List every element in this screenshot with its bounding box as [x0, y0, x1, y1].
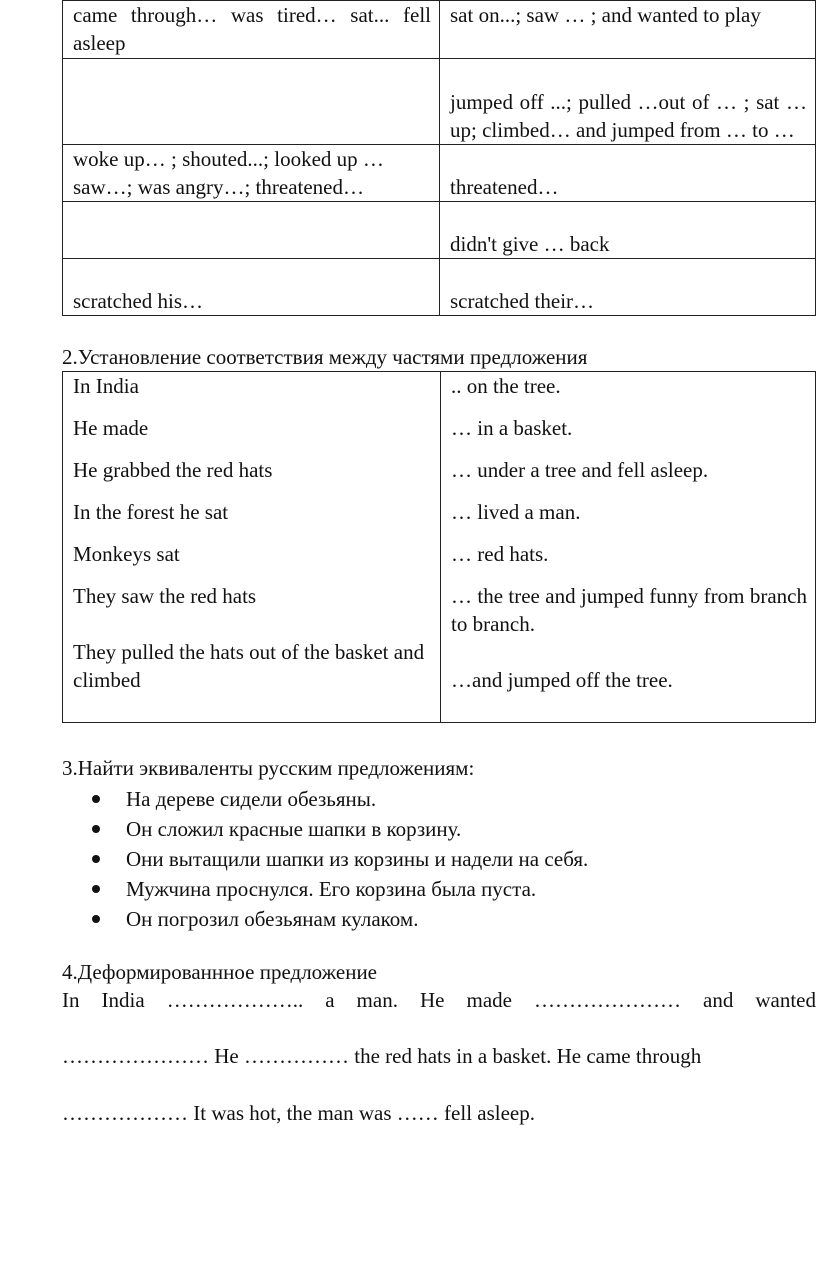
sentence-end: … lived a man.	[451, 500, 581, 524]
sentence-end: … in a basket.	[451, 416, 573, 440]
table-cell: came through… was tired… sat... fell asleep	[63, 1, 440, 59]
word: He	[419, 988, 445, 1012]
sentence-start: Monkeys sat	[73, 542, 180, 566]
table-sentence-matching	[62, 371, 816, 723]
word: a	[325, 988, 335, 1012]
gap-fill-line-3: ……………… It was hot, the man was …… fell asleep.	[62, 1101, 535, 1125]
table-cell: didn't give … back	[440, 202, 816, 259]
bullet-icon	[92, 795, 100, 803]
bullet-list	[62, 785, 802, 935]
word: wanted	[755, 988, 816, 1012]
sentence-end: .. on the tree.	[451, 374, 561, 398]
sentence-end: … under a tree and fell asleep.	[451, 458, 709, 482]
word: man.	[356, 988, 398, 1012]
word: In	[62, 988, 80, 1012]
section-4-title: 4.Деформированнное предложение	[62, 960, 377, 984]
list-item-text: Мужчина проснулся. Его корзина была пуста.	[126, 877, 537, 901]
table-row	[63, 1, 816, 59]
sentence-start: They pulled the hats out of the basket and climbed	[73, 640, 425, 692]
sentence-end: …and jumped off the tree.	[451, 668, 673, 692]
table-story-verbs	[62, 0, 816, 316]
list-item	[62, 815, 802, 845]
sentence-end: … red hats.	[451, 542, 549, 566]
table-cell	[63, 202, 440, 259]
table-cell: scratched his…	[63, 259, 440, 316]
blank: ………………..	[166, 988, 304, 1012]
table-cell: threatened…	[440, 145, 816, 202]
gap-fill-line-2: ………………… He …………… the red hats in a basket. He came through	[62, 1044, 702, 1068]
list-item	[62, 905, 802, 935]
list-item-text: Он погрозил обезьянам кулаком.	[126, 907, 419, 931]
section-2-title: 2.Установление соответствия между частями предложения	[62, 345, 588, 369]
sentence-end: … the tree and jumped funny from branch to branch.	[451, 584, 807, 636]
sentence-start: In the forest he sat	[73, 500, 229, 524]
word: and	[703, 988, 734, 1012]
table-row	[63, 202, 816, 259]
table-row	[63, 59, 816, 145]
bullet-icon	[92, 855, 100, 863]
table-cell: jumped off ...; pulled …out of … ; sat … up; climbed… and jumped from … to …	[440, 59, 816, 145]
list-item	[62, 875, 802, 905]
bullet-icon	[92, 915, 100, 923]
blank: …………………	[533, 988, 681, 1012]
list-item-text: На дереве сидели обезьяны.	[126, 787, 377, 811]
sentence-start: He grabbed the red hats	[73, 458, 273, 482]
list-item	[62, 845, 802, 875]
table-row	[63, 259, 816, 316]
list-item-text: Он сложил красные шапки в корзину.	[126, 817, 462, 841]
list-item	[62, 785, 802, 815]
bullet-icon	[92, 825, 100, 833]
list-item-text: Они вытащили шапки из корзины и надели на себя.	[126, 847, 589, 871]
table-row	[63, 145, 816, 202]
word: India	[101, 988, 145, 1012]
section-3-title: 3.Найти эквиваленты русским предложениям:	[62, 756, 475, 780]
table-cell: woke up… ; shouted...; looked up … saw…; was angry…; threatened…	[63, 145, 440, 202]
table-cell: sat on...; saw … ; and wanted to play	[440, 1, 816, 59]
word: made	[466, 988, 512, 1012]
table-cell	[63, 59, 440, 145]
table-cell: scratched their…	[440, 259, 816, 316]
sentence-start: They saw the red hats	[73, 584, 257, 608]
column-divider	[440, 372, 441, 722]
gap-fill-line-1	[62, 986, 816, 1014]
bullet-icon	[92, 885, 100, 893]
sentence-start: He made	[73, 416, 149, 440]
sentence-start: In India	[73, 374, 139, 398]
